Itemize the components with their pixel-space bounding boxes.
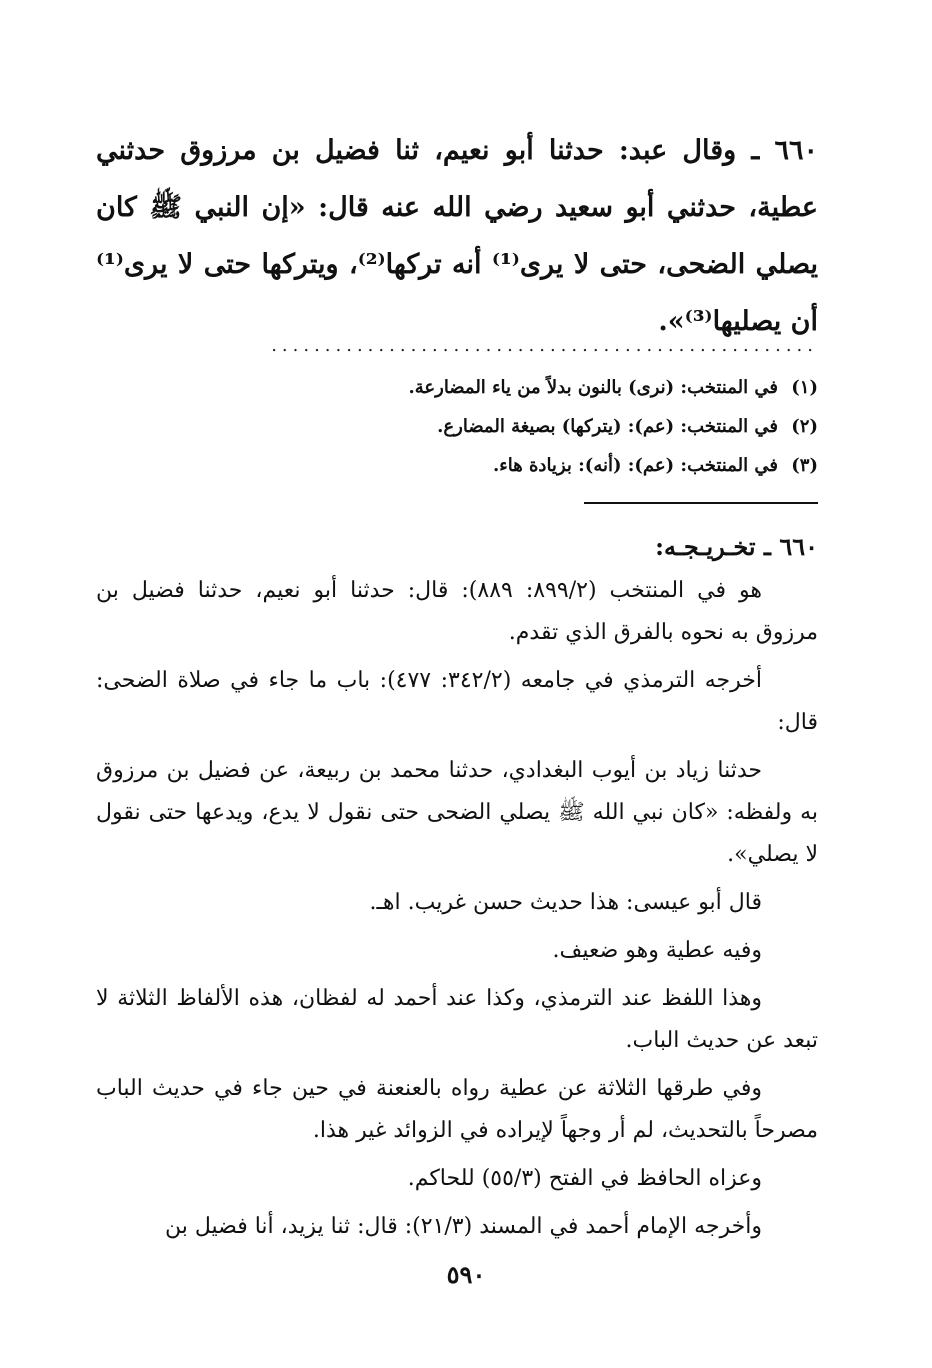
hadith-text-block xyxy=(96,122,818,350)
footnote-3 xyxy=(300,446,818,485)
takhrij-paragraph: وأخرجه الإمام أحمد في المسند (٢١/٣): قال: ثنا يزيد، أنا فضيل بن xyxy=(164,1214,762,1239)
footnote-text: في المنتخب: (عم): (أنه): بزيادة هاء. xyxy=(493,455,778,476)
footnote-text: في المنتخب: (نرى) بالنون بدلاً من ياء المضارعة. xyxy=(408,377,778,398)
takhrij-paragraph: وهذا اللفظ عند الترمذي، وكذا عند أحمد له لفظان، هذه الألفاظ الثلاثة لا تبعد عن حديث الباب. xyxy=(96,986,818,1053)
takhrij-paragraph: هو في المنتخب (٨٩٩/٢: ٨٨٩): قال: حدثنا أبو نعيم، حدثنا فضيل بن مرزوق به نحوه بالفرق الذي تقدم. xyxy=(96,578,818,645)
takhrij-heading: ٦٦٠ ـ تخـريـجـه: xyxy=(655,532,818,561)
section-divider xyxy=(584,502,818,504)
takhrij-paragraph: وفيه عطية وهو ضعيف. xyxy=(552,938,762,963)
footnote-number: (١) xyxy=(791,377,818,398)
footnote-number: (٣) xyxy=(791,455,818,476)
footnote-number: (٢) xyxy=(791,416,818,437)
takhrij-paragraph: أخرجه الترمذي في جامعه (٣٤٢/٢: ٤٧٧): باب ما جاء في صلاة الضحى: قال: xyxy=(96,668,818,735)
page-number: ٥٩٠ xyxy=(446,1260,486,1289)
takhrij-paragraph: قال أبو عيسى: هذا حديث حسن غريب. اهـ. xyxy=(369,890,762,915)
footnote-1 xyxy=(300,368,818,407)
takhrij-paragraph: وفي طرقها الثلاثة عن عطية رواه بالعنعنة في حين جاء في حديث الباب مصرحاً بالتحديث، لم أر وجهاً لإيراده في الزوائد غير هذا. xyxy=(96,1076,818,1143)
footnote-2 xyxy=(300,407,818,446)
footnotes xyxy=(300,368,818,485)
takhrij-paragraph: وعزاه الحافظ في الفتح (٥٥/٣) للحاكم. xyxy=(407,1166,762,1191)
footnote-separator-dots: ................................................... xyxy=(271,335,818,356)
hadith-text: ٦٦٠ ـ وقال عبد: حدثنا أبو نعيم، ثنا فضيل بن مرزوق حدثني عطية، حدثني أبو سعيد رضي الله عنه قال: «إن النبي ﷺ كان يصلي الضحى، حتى لا يرى⁽¹⁾ أنه تركها⁽²⁾، ويتركها حتى لا يرى⁽¹⁾ أن يصليها⁽³⁾». xyxy=(96,135,818,337)
takhrij-section xyxy=(96,526,818,1254)
takhrij-paragraph: حدثنا زياد بن أيوب البغدادي، حدثنا محمد بن ربيعة، عن فضيل بن مرزوق به ولفظه: «كان نبي الله ﷺ يصلي الضحى حتى نقول لا يدع، ويدعها حتى نقول لا يصلي». xyxy=(96,758,818,867)
footnote-text: في المنتخب: (عم): (يتركها) بصيغة المضارع. xyxy=(437,416,778,437)
